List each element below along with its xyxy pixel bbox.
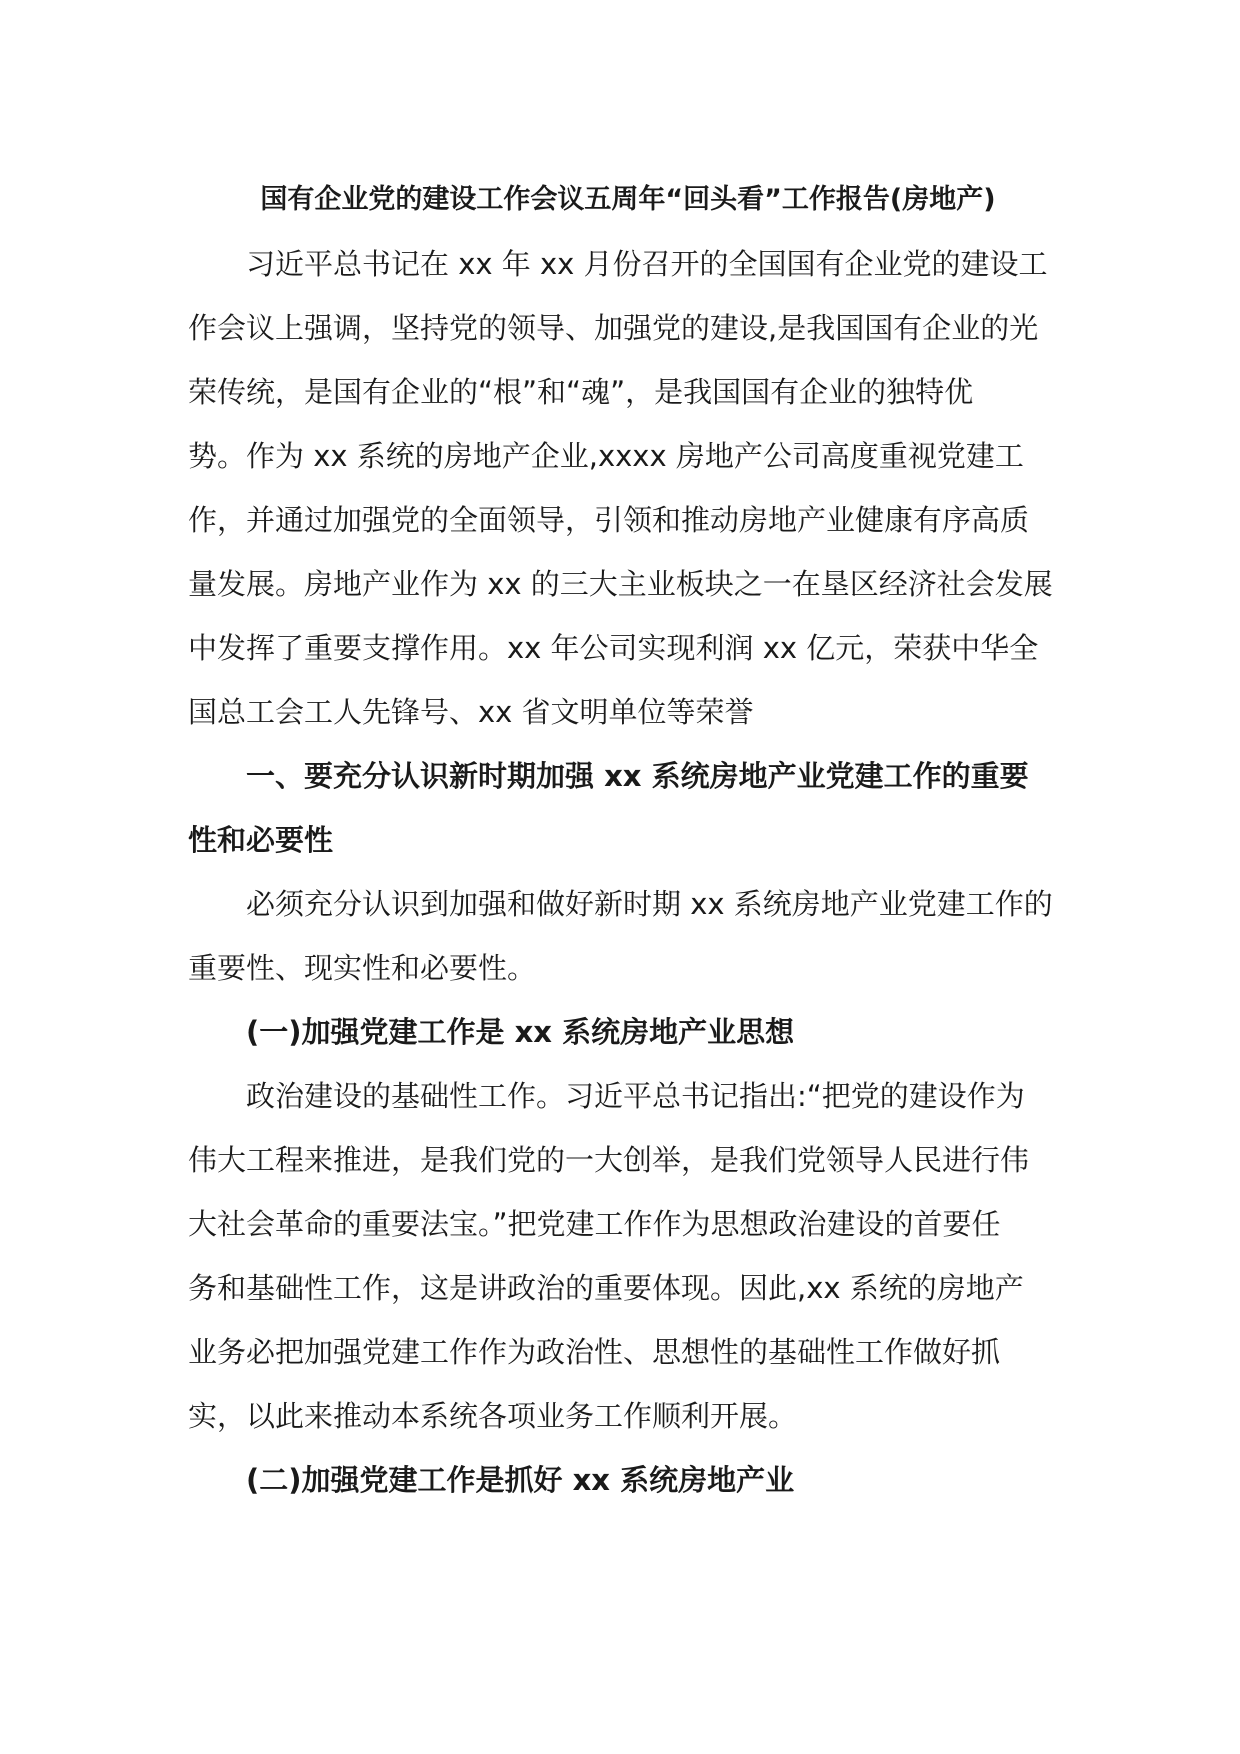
- paragraph-line: 作，并通过加强党的全面领导，引领和推动房地产业健康有序高质: [188, 503, 1030, 537]
- paragraph-line: 必须充分认识到加强和做好新时期 xx 系统房地产业党建工作的: [246, 887, 1053, 921]
- paragraph-line: 作会议上强调，坚持党的领导、加强党的建设,是我国国有企业的光: [188, 311, 1039, 345]
- paragraph-necessity: [188, 872, 1068, 1000]
- paragraph-line: 荣传统，是国有企业的“根”和“魂”，是我国国有企业的独特优: [188, 375, 974, 409]
- paragraph-line: 中发挥了重要支撑作用。xx 年公司实现利润 xx 亿元，荣获中华全: [188, 631, 1039, 665]
- paragraph-line: 大社会革命的重要法宝。”把党建工作作为思想政治建设的首要任: [188, 1207, 1001, 1241]
- heading-line: 性和必要性: [188, 823, 334, 857]
- paragraph-line: 务和基础性工作，这是讲政治的重要体现。因此,xx 系统的房地产: [188, 1271, 1024, 1305]
- heading-line: 一、要充分认识新时期加强 xx 系统房地产业党建工作的重要: [246, 759, 1029, 793]
- paragraph-line: 政治建设的基础性工作。习近平总书记指出:“把党的建设作为: [246, 1079, 1025, 1113]
- paragraph-line: 国总工会工人先锋号、xx 省文明单位等荣誉: [188, 695, 754, 729]
- section-heading-1: [188, 744, 1068, 872]
- paragraph-line: 伟大工程来推进，是我们党的一大创举，是我们党领导人民进行伟: [188, 1143, 1030, 1177]
- paragraph-line: 量发展。房地产业作为 xx 的三大主业板块之一在垦区经济社会发展: [188, 567, 1053, 601]
- paragraph-line: 重要性、现实性和必要性。: [188, 951, 537, 985]
- paragraph-line: 势。作为 xx 系统的房地产企业,xxxx 房地产公司高度重视党建工: [188, 439, 1024, 473]
- paragraph-line: 业务必把加强党建工作作为政治性、思想性的基础性工作做好抓: [188, 1335, 1001, 1369]
- paragraph-line: 实，以此来推动本系统各项业务工作顺利开展。: [188, 1399, 798, 1433]
- document-body: [188, 168, 1068, 1512]
- document-title: 国有企业党的建设工作会议五周年“回头看”工作报告(房地产): [260, 184, 996, 215]
- paragraph-line: 习近平总书记在 xx 年 xx 月份召开的全国国有企业党的建设工: [246, 247, 1048, 281]
- paragraph-intro: [188, 232, 1068, 744]
- subheading-2: (二)加强党建工作是抓好 xx 系统房地产业: [246, 1463, 795, 1497]
- subheading-1: (一)加强党建工作是 xx 系统房地产业思想: [246, 1015, 795, 1049]
- paragraph-political-construction: [188, 1064, 1068, 1448]
